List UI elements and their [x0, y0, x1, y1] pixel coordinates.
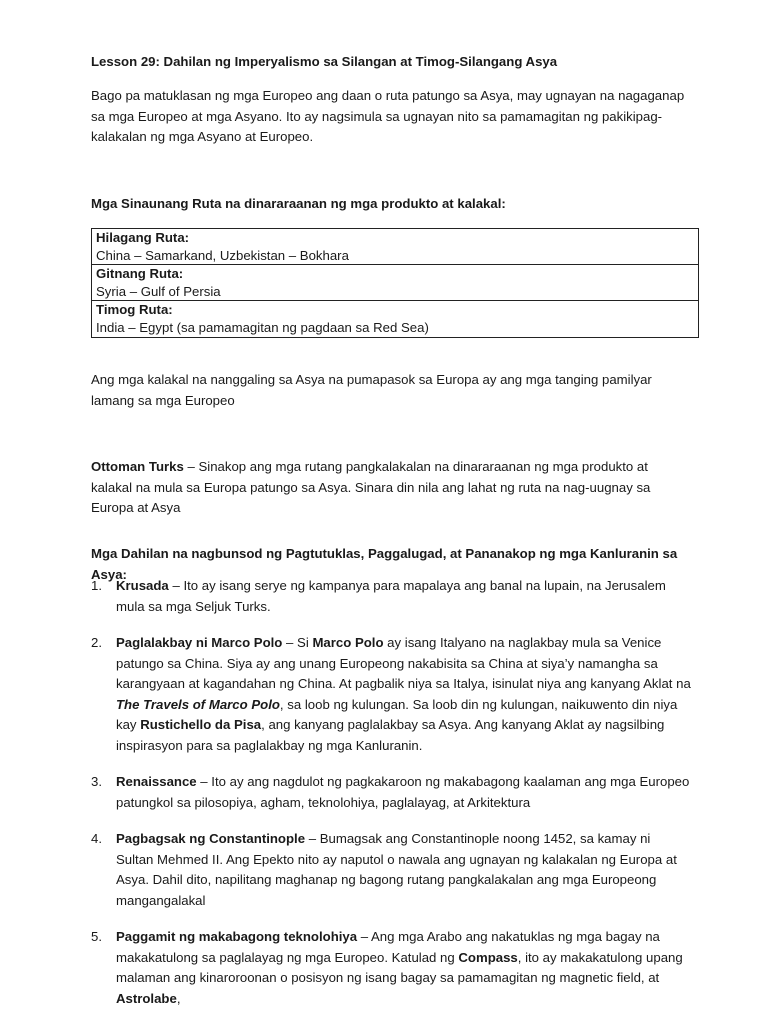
reason-item: [91, 772, 691, 813]
route-name: Gitnang Ruta:: [96, 266, 184, 281]
ottoman-text: – Sinakop ang mga rutang pangkalakalan na dinararaanan ng mga produkto at kalakal na mula sa Europa patungo sa Asya. Sinara din nila ang lahat ng ruta na nag-uugnay sa Europa at Asya: [91, 459, 651, 515]
route-path: Syria – Gulf of Persia: [96, 283, 221, 299]
reason-number: 1.: [91, 578, 102, 593]
intro-paragraph: Bago pa matuklasan ng mga Europeo ang daan o ruta patungo sa Asya, may ugnayan na nagaganap sa mga Europeo at mga Asyano. Ito ay nagsimula sa ugnayan nito sa pamamagitan ng pakikipag-kalakalan ng mga Asyano at Europeo.: [91, 88, 685, 144]
reason-number: 3.: [91, 774, 102, 789]
kalakal-paragraph: Ang mga kalakal na nanggaling sa Asya na pumapasok sa Europa ay ang mga tanging pamilyar lamang sa mga Europeo: [91, 372, 652, 408]
route-row: [92, 229, 698, 265]
reasons-heading: Mga Dahilan na nagbunsod ng Pagtutuklas, Paggalugad, at Pananakop ng mga Kanluranin sa Asya:: [91, 546, 678, 582]
reason-item: [91, 927, 691, 1009]
reason-item: [91, 829, 691, 911]
reason-term: Astrolabe: [116, 990, 177, 1006]
reason-text: – Bumagsak ang Constantinople noong 1452, sa kamay ni Sultan Mehmed II. Ang Epekto nito ay naputol o nawala ang ugnayan ng kalakalan ng Europa at Asya. Dahil dito, napilitang maghanap ng bagong rutang pangkalakalan ang mga Europeong mangangalakal: [116, 831, 677, 908]
route-row: [92, 265, 698, 301]
route-name: Hilagang Ruta:: [96, 230, 190, 245]
reason-number: 4.: [91, 831, 102, 846]
reason-item: [91, 576, 691, 617]
routes-heading: Mga Sinaunang Ruta na dinararaanan ng mga produkto at kalakal:: [91, 196, 506, 211]
reason-term: Rustichello da Pisa: [140, 717, 262, 732]
reason-text: – Ito ay ang nagdulot ng pagkakaroon ng makabagong kaalaman ang mga Europeo patungkol sa pilosopiya, agham, teknolohiya, paglalayag, at Arkitektura: [116, 774, 690, 810]
reason-term: Compass: [458, 949, 518, 965]
reason-term: Pagbagsak ng Constantinople: [116, 831, 306, 846]
reason-number: 5.: [91, 929, 102, 944]
reasons-list: [91, 576, 691, 1025]
reason-term: Paglalakbay ni Marco Polo: [116, 635, 283, 650]
reason-term: The Travels of Marco Polo: [116, 696, 280, 712]
reason-term: Marco Polo: [312, 635, 384, 650]
route-path: India – Egypt (sa pamamagitan ng pagdaan sa Red Sea): [96, 319, 429, 335]
reason-item: [91, 633, 691, 756]
reason-text: , ang kanyang paglalakbay sa Asya. Ang kanyang Aklat ay nagsilbing inspirasyon para sa paglalakbay ng mga Kanluranin.: [116, 717, 665, 753]
reason-text: , sa loob ng kulungan. Sa loob din ng kulungan, naikuwento din niya kay: [116, 696, 678, 732]
ottoman-term: Ottoman Turks: [91, 459, 184, 474]
reason-text: – Ang mga Arabo ang nakatuklas ng mga bagay na makakatulong sa paglalayag ng mga Europeo. Katulad ng: [116, 929, 660, 965]
reason-text: ,: [176, 990, 181, 1006]
reason-text: – Si: [282, 635, 313, 650]
reason-text: ay isang Italyano na naglakbay mula sa Venice patungo sa China. Siya ay ang unang Europeong nakabisita sa China at siya’y namangha sa karangyaan at kagandahan ng China. At pagbalik niya sa Italya, isinulat niya ang kanyang Aklat na: [116, 635, 691, 691]
route-row: [92, 301, 698, 337]
routes-table: [91, 228, 699, 338]
reason-number: 2.: [91, 635, 102, 650]
reason-term: Paggamit ng makabagong teknolohiya: [116, 929, 358, 944]
reason-text: – Ito ay isang serye ng kampanya para mapalaya ang banal na lupain, na Jerusalem mula sa mga Seljuk Turks.: [116, 578, 666, 614]
reason-term: Renaissance: [116, 774, 197, 789]
route-path: China – Samarkand, Uzbekistan – Bokhara: [96, 247, 349, 263]
lesson-title: Lesson 29: Dahilan ng Imperyalismo sa Silangan at Timog-Silangang Asya: [91, 54, 558, 69]
reason-term: Krusada: [116, 578, 169, 593]
route-name: Timog Ruta:: [96, 302, 173, 317]
reason-text: , ito ay makakatulong upang malaman ang kinaroroonan o posisyon ng isang bagay sa pamamagitan ng magnetic field, at: [116, 949, 683, 985]
ottoman-paragraph: [91, 457, 691, 519]
